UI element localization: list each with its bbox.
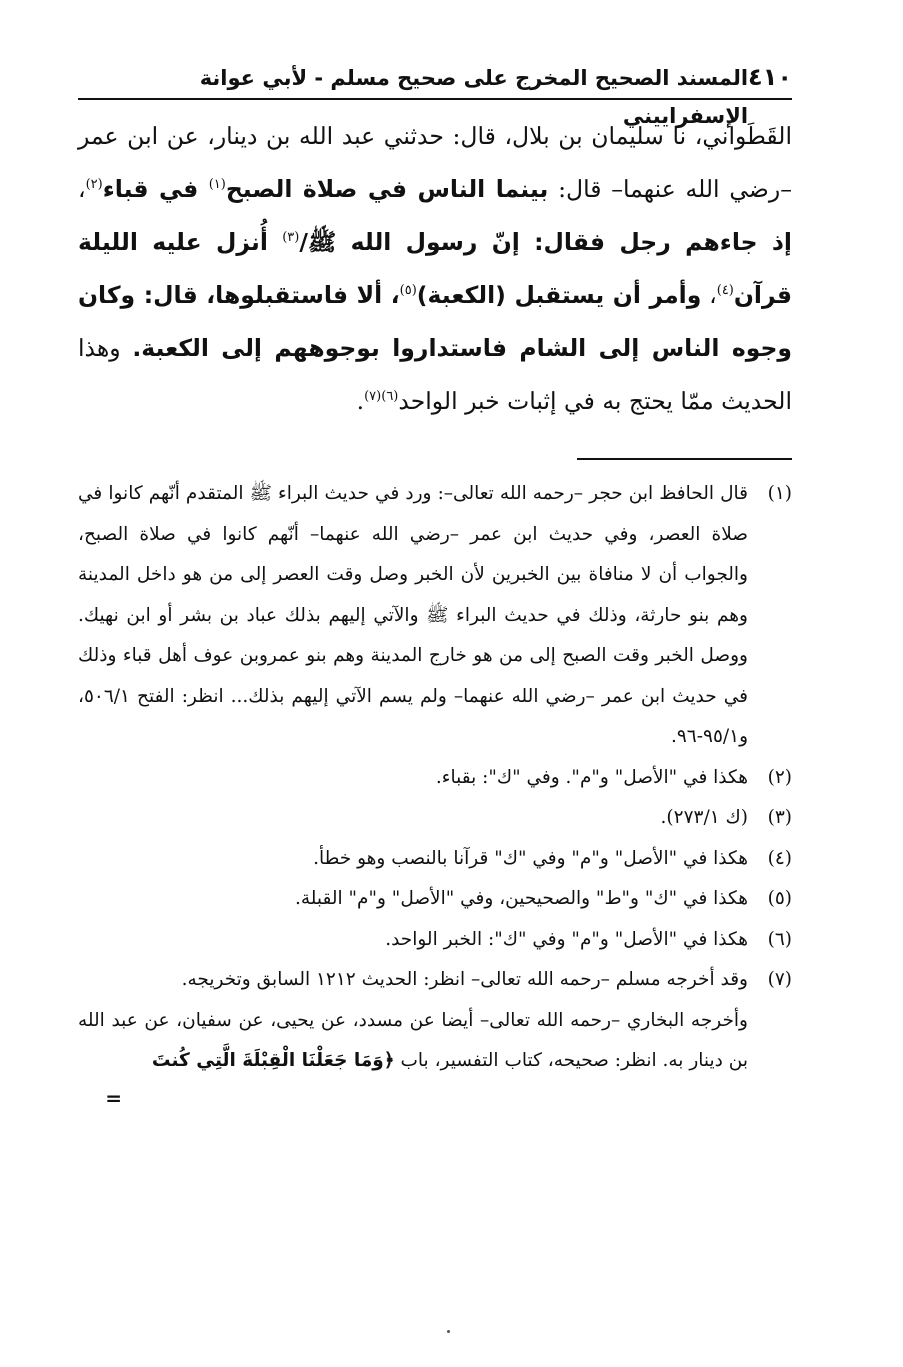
footnote-separator	[577, 458, 792, 460]
quran-quote: ﴿وَمَا جَعَلْنَا الْقِبْلَةَ الَّتِي كُنتَ	[151, 1050, 395, 1071]
footnote-ref: (٤)	[716, 283, 734, 299]
bold-run: أُنزل عليه الليلة قرآن	[78, 228, 792, 309]
footnote-text: هكذا في "الأصل" و"م" وفي "ك": الخبر الواحد.	[385, 928, 748, 950]
running-header	[78, 58, 792, 128]
footnote-number: (٢)	[767, 766, 792, 788]
footnotes	[78, 474, 792, 1110]
bold-run: ، ألا فاستقبلوها، قال: وكان وجوه الناس إلى الشام فاستداروا بوجوههم إلى الكعبة.	[78, 281, 792, 362]
text-run: القَطَواني، نا سليمان بن بلال، قال: حدثني عبد الله بن دينار، عن ابن عمر –رضي الله عنهما– قال:	[78, 122, 792, 203]
continuation-mark: =	[105, 1085, 122, 1110]
footnote-2	[78, 758, 792, 799]
footnote-text: هكذا في "الأصل" و"م". وفي "ك": بقباء.	[435, 766, 748, 788]
footnote-text: (ك ٢٧٣/١).	[660, 807, 748, 828]
footnote-number: (٤)	[767, 847, 792, 869]
footnote-text: هكذا في "ك" و"ط" والصحيحين، وفي "الأصل" و"م" القبلة.	[295, 888, 748, 909]
text-run: وهذا الحديث ممّا يحتج به في إثبات خبر الواحد	[78, 334, 792, 415]
footnote-number: (٦)	[767, 928, 792, 950]
footnote-number: (٧)	[767, 969, 792, 990]
footnote-4	[78, 839, 792, 880]
footnote-3	[78, 798, 792, 839]
footnote-6	[78, 920, 792, 961]
footnote-ref: (٣)	[282, 230, 300, 246]
running-title: المسند الصحيح المخرج على صحيح مسلم - لأبي عوانة الإسفراييني	[199, 66, 749, 128]
footnote-7-continuation	[78, 1001, 792, 1082]
footnote-text: وقد أخرجه مسلم –رحمه الله تعالى– انظر: الحديث ١٢١٢ السابق وتخريجه.	[181, 969, 748, 990]
footnote-number: (١)	[767, 483, 792, 504]
footnote-separator-wrap	[78, 458, 792, 460]
footnote-ref: (٥)	[399, 283, 417, 299]
footnote-1	[78, 474, 792, 758]
text-run: ،	[78, 175, 86, 203]
bold-run: وأمر أن يستقبل (الكعبة)	[416, 281, 702, 309]
footnote-number: (٥)	[767, 888, 792, 909]
bold-run: إذ جاءهم رجل فقال: إنّ رسول الله ﷺ/	[299, 228, 792, 256]
bold-run: بينما الناس في صلاة الصبح	[225, 175, 549, 203]
footnote-text: قال الحافظ ابن حجر –رحمه الله تعالى–: ورد في حديث البراء ﷺ المتقدم أنّهم كانوا في صلاة العصر، وفي حديث ابن عمر –رضي الله عنهما– أنّهم كانوا في صلاة الصبح، والجواب أن لا منافاة بين الخبرين لأن الخبر وصل وقت العصر إلى من هو داخل المدينة وهم بنو حارثة، وذلك في حديث البراء ﷺ والآتي إليهم بذلك عباد بن بشر أو ابن نهيك. ووصل الخبر وقت الصبح إلى من هو خارج المدينة وهم بنو عمروبن عوف أهل قباء وذلك في حديث ابن عمر –رضي الله عنهما– ولم يسم الآتي إليهم بذلك... انظر: الفتح ٥٠٦/١، و٩٥/١-٩٦.	[78, 483, 748, 747]
footnote-text: وأخرجه البخاري –رحمه الله تعالى– أيضا عن مسدد، عن يحيى، عن سفيان، عن عبد الله بن دينار به. انظر: صحيحه، كتاب التفسير، باب	[78, 1009, 748, 1071]
book-page	[78, 58, 792, 1110]
footnote-number: (٣)	[767, 807, 792, 828]
bold-run: في قباء	[102, 175, 209, 203]
hadith-text	[78, 110, 792, 428]
footnote-ref: (١)	[208, 177, 226, 193]
footnote-7	[78, 960, 792, 1001]
footnote-ref: (٢)	[85, 177, 103, 193]
footnote-5	[78, 879, 792, 920]
page-speck	[447, 1330, 450, 1333]
text-run: ،	[701, 281, 717, 309]
footnote-text: هكذا في "الأصل" و"م" وفي "ك" قرآنا بالنصب وهو خطأ.	[313, 847, 748, 869]
page-number: ٤١٠	[748, 63, 792, 91]
text-run: .	[356, 387, 365, 415]
footnote-ref: (٦)(٧)	[364, 389, 399, 405]
